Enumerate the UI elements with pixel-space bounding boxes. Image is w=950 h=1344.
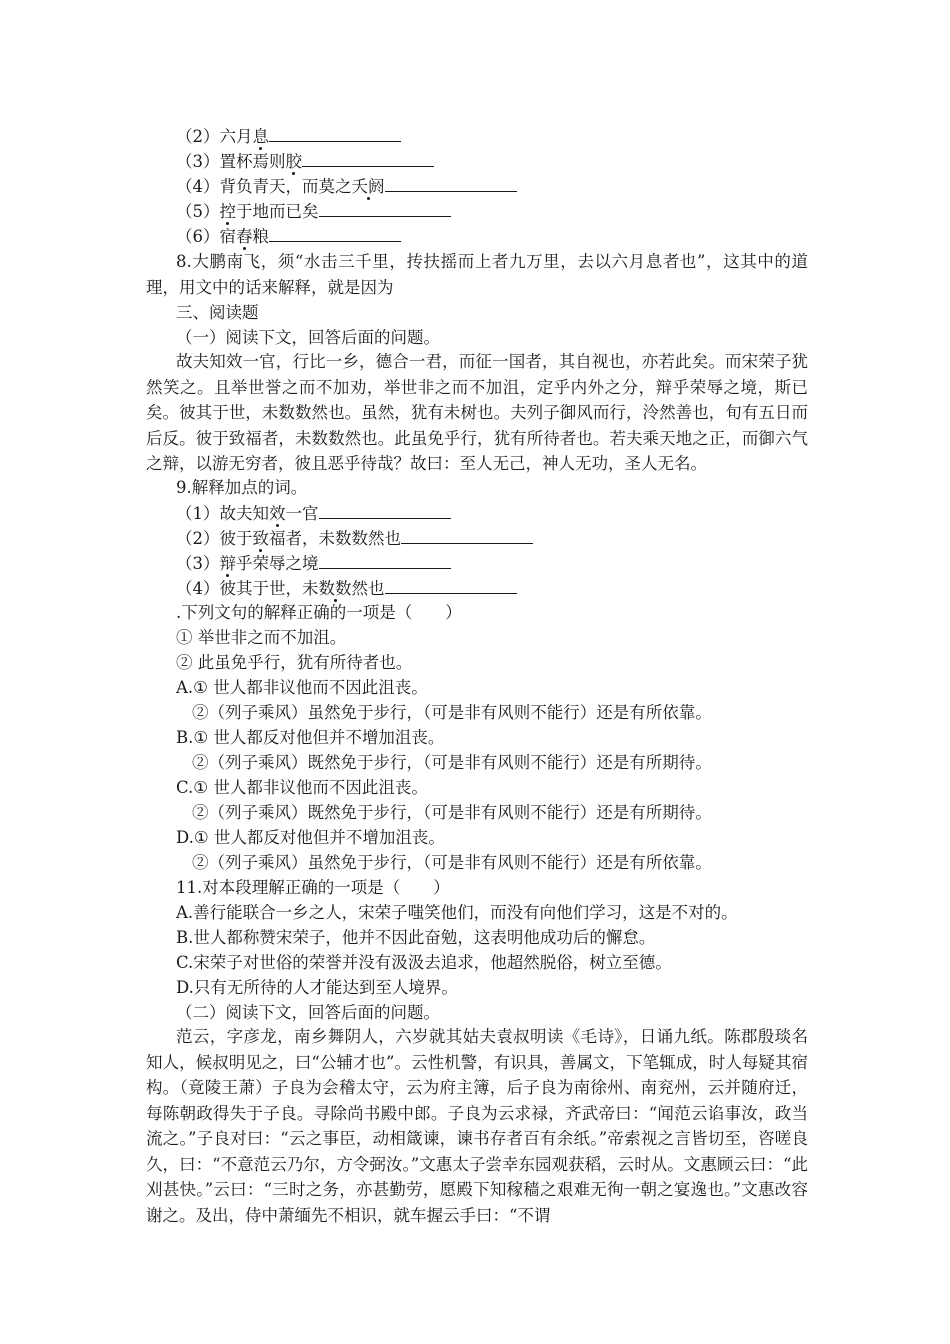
item-q7-6: （6）宿舂粮 <box>176 226 401 247</box>
dotted-word: 致 <box>252 529 269 548</box>
q10-sentence-2: ② 此虽免乎行，犹有所待者也。 <box>176 653 413 672</box>
question-10: .下列文句的解释正确的一项是（ ） <box>176 603 462 622</box>
answer-blank[interactable] <box>401 528 533 544</box>
answer-blank[interactable] <box>302 151 434 167</box>
answer-blank[interactable] <box>385 578 517 594</box>
question-9: 9.解释加点的词。 <box>176 478 308 497</box>
question-11: 11.对本段理解正确的一项是（ ） <box>176 878 450 897</box>
item-q7-3: （3）置杯焉则胶 <box>176 151 434 172</box>
answer-blank[interactable] <box>269 126 401 142</box>
dotted-word: 舂 <box>236 227 253 246</box>
item-q7-2: （2）六月息 <box>176 126 401 147</box>
answer-blank[interactable] <box>385 176 517 192</box>
section-heading: 三、阅读题 <box>176 303 259 322</box>
dotted-word: 辩 <box>219 554 236 573</box>
answer-blank[interactable] <box>319 503 451 519</box>
q10-option-c: C.① 世人都非议他而不因此沮丧。 <box>176 778 428 797</box>
item-q7-4: （4）背负青天，而莫之夭阏 <box>176 176 517 197</box>
q10-option-b: B.① 世人都反对他但并不增加沮丧。 <box>176 728 445 747</box>
dotted-word: 效 <box>269 504 286 523</box>
q10-option-a-2: ②（列子乘风）虽然免于步行，（可是非有风则不能行）还是有所依靠。 <box>192 703 712 722</box>
q10-option-d-2: ②（列子乘风）虽然免于步行，（可是非有风则不能行）还是有所依靠。 <box>192 853 712 872</box>
dotted-word: 胶 <box>285 152 302 171</box>
question-8: 8.大鹏南飞，须“水击三千里，抟扶摇而上者九万里，去以六月息者也”，这其中的道理，用文中的话来解释，就是因为 <box>146 252 808 297</box>
item-q9-2: （2）彼于致福者，未数数然也 <box>176 528 533 549</box>
q10-option-c-2: ②（列子乘风）既然免于步行，（可是非有风则不能行）还是有所期待。 <box>192 803 712 822</box>
q10-option-b-2: ②（列子乘风）既然免于步行，（可是非有风则不能行）还是有所期待。 <box>192 753 712 772</box>
q11-option-d: D.只有无所待的人才能达到至人境界。 <box>176 978 458 997</box>
q10-option-d: D.① 世人都反对他但并不增加沮丧。 <box>176 828 445 847</box>
passage-1: 故夫知效一官，行比一乡，德合一君，而征一国者，其自视也，亦若此矣。而宋荣子犹然笑之。且举世誉之而不加劝，举世非之而不加沮，定乎内外之分，辩乎荣辱之境，斯已矣。彼其于世，未数数然也。虽然，犹有未树也。夫列子御风而行，泠然善也，旬有五日而后反。彼于致福者，未数数然也。此虽免乎行，犹有所待者也。若夫乘天地之正，而御六气之辩，以游无穷者，彼且恶乎待哉？故曰：至人无己，神人无功，圣人无名。 <box>146 352 808 473</box>
answer-blank[interactable] <box>319 201 451 217</box>
q11-option-b: B.世人都称赞宋荣子，他并不因此奋勉，这表明他成功后的懈怠。 <box>176 928 656 947</box>
passage-2: 范云，字彦龙，南乡舞阴人，六岁就其姑夫袁叔明读《毛诗》，日诵九纸。陈郡殷琰名知人，候叔明见之，曰“公辅才也”。云性机警，有识具，善属文，下笔辄成，时人每疑其宿构。（竟陵王萧）子良为会稽太守，云为府主簿，后子良为南徐州、南兖州，云并随府迁，每陈朝政得失于子良。寻除尚书殿中郎。子良为云求禄，齐武帝曰：“闻范云谄事汝，政当流之。”子良对曰：“云之事臣，动相箴谏，谏书存者百有余纸。”帝索视之言皆切至，咨嗟良久，曰：“不意范云乃尔，方令弼汝。”文惠太子尝幸东园观获稻，云时从。文惠顾云曰：“此刈甚快。”云曰：“三时之务，亦甚勤劳，愿殿下知稼穑之艰难无徇一朝之宴逸也。”文惠改容谢之。及出，侍中萧缅先不相识，就车握云手曰：“不谓 <box>146 1027 808 1225</box>
item-q7-5: （5）控于地而已矣 <box>176 201 451 222</box>
item-q9-1: （1）故夫知效一官 <box>176 503 451 524</box>
dotted-word: 控 <box>219 202 236 221</box>
dotted-word: 数数 <box>318 579 352 598</box>
item-q9-4: （4）彼其于世，未数数然也 <box>176 578 517 599</box>
dotted-word: 夭阏 <box>351 177 385 196</box>
dotted-word: 息 <box>252 127 269 146</box>
part1-title: （一）阅读下文，回答后面的问题。 <box>176 328 440 347</box>
q10-option-a: A.① 世人都非议他而不因此沮丧。 <box>176 678 428 697</box>
item-q9-3: （3）辩乎荣辱之境 <box>176 553 451 574</box>
q11-option-c: C.宋荣子对世俗的荣誉并没有汲汲去追求，他超然脱俗，树立至德。 <box>176 953 672 972</box>
part2-title: （二）阅读下文，回答后面的问题。 <box>176 1003 440 1022</box>
answer-blank[interactable] <box>319 553 451 569</box>
q11-option-a: A.善行能联合一乡之人，宋荣子嗤笑他们，而没有向他们学习，这是不对的。 <box>176 903 738 922</box>
q10-sentence-1: ① 举世非之而不加沮。 <box>176 628 347 647</box>
answer-blank[interactable] <box>269 226 401 242</box>
